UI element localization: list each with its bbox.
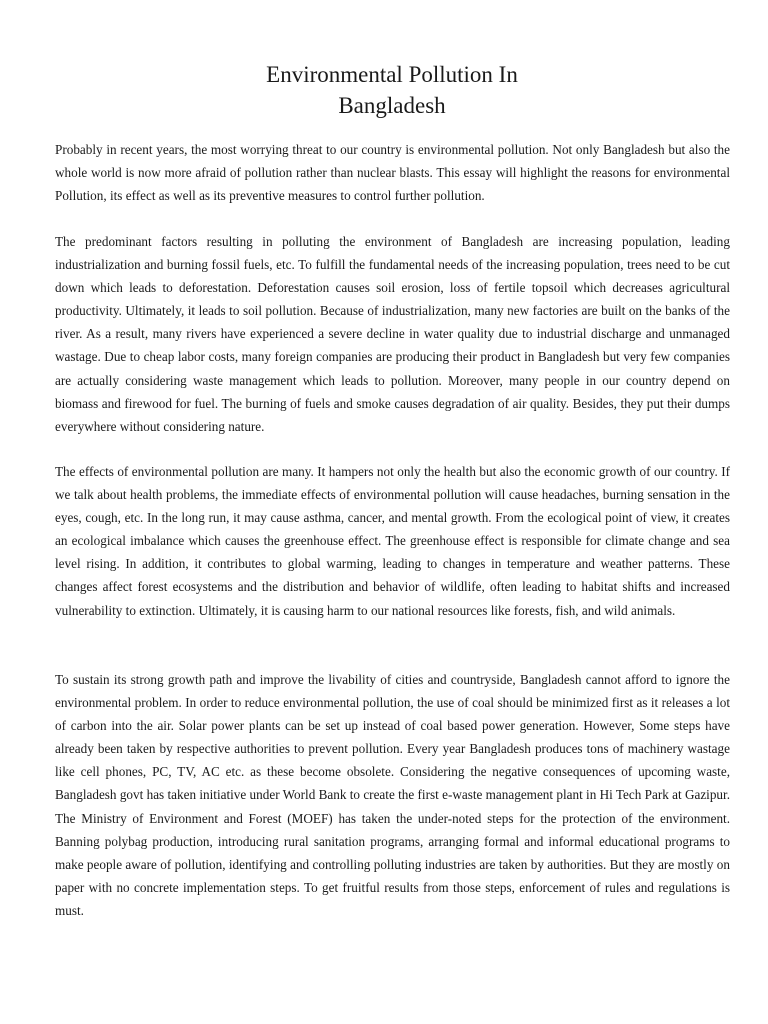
- paragraph-effects: The effects of environmental pollution are many. It hampers not only the health but also the economic growth of our country. If we talk about health problems, the immediate effects of environmental pollution will cause headaches, burning sensation in the eyes, cough, etc. In the long run, it may cause asthma, cancer, and mental growth. From the ecological point of view, it creates an ecological imbalance which causes the greenhouse effect. The greenhouse effect is responsible for climate change and sea level rising. In addition, it contributes to global warming, leading to changes in temperature and weather patterns. These changes affect forest ecosystems and the distribution and behavior of wildlife, often leading to habitat shifts and increased vulnerability to extinction. Ultimately, it is causing harm to our national resources like forests, fish, and wild animals.: [55, 464, 730, 618]
- document-title: [0, 59, 768, 121]
- title-line-2: Bangladesh: [338, 93, 446, 118]
- paragraph-causes: The predominant factors resulting in polluting the environment of Bangladesh are increasing population, leading industrialization and burning fossil fuels, etc. To fulfill the fundamental needs of the increasing population, trees need to be cut down which leads to deforestation. Deforestation causes soil erosion, loss of fertile topsoil which decreases agricultural productivity. Ultimately, it leads to soil pollution. Because of industrialization, many new factories are built on the banks of the river. As a result, many rivers have experienced a severe decline in water quality due to industrial discharge and unmanaged wastage. Due to cheap labor costs, many foreign companies are producing their product in Bangladesh but very few companies are actually considering waste management which leads to pollution. Moreover, many people in our country depend on biomass and firewood for fuel. The burning of fuels and smoke causes degradation of air quality. Besides, they put their dumps everywhere without considering nature.: [55, 234, 730, 434]
- paragraph-solutions: To sustain its strong growth path and improve the livability of cities and countryside, Bangladesh cannot afford to ignore the environmental problem. In order to reduce environmental pollution, the use of coal should be minimized first as it releases a lot of carbon into the air. Solar power plants can be set up instead of coal based power generation. However, Some steps have already been taken by respective authorities to prevent pollution. Every year Bangladesh produces tons of machinery wastage like cell phones, PC, TV, AC etc. as these become obsolete. Considering the negative consequences of upcoming waste, Bangladesh govt has taken initiative under World Bank to create the first e-waste management plant in Hi Tech Park at Gazipur. The Ministry of Environment and Forest (MOEF) has taken the under-noted steps for the protection of the environment. Banning polybag production, introducing rural sanitation programs, arranging formal and informal educational programs to make people aware of pollution, identifying and controlling polluting industries are taken by authorities. But they are mostly on paper with no concrete implementation steps. To get fruitful results from those steps, enforcement of rules and regulations is must.: [55, 672, 730, 918]
- paragraph-introduction: Probably in recent years, the most worrying threat to our country is environmental pollution. Not only Bangladesh but also the whole world is now more afraid of pollution rather than nuclear blasts. This essay will highlight the reasons for environmental Pollution, its effect as well as its preventive measures to control further pollution.: [55, 142, 730, 204]
- title-line-1: Environmental Pollution In: [266, 62, 518, 87]
